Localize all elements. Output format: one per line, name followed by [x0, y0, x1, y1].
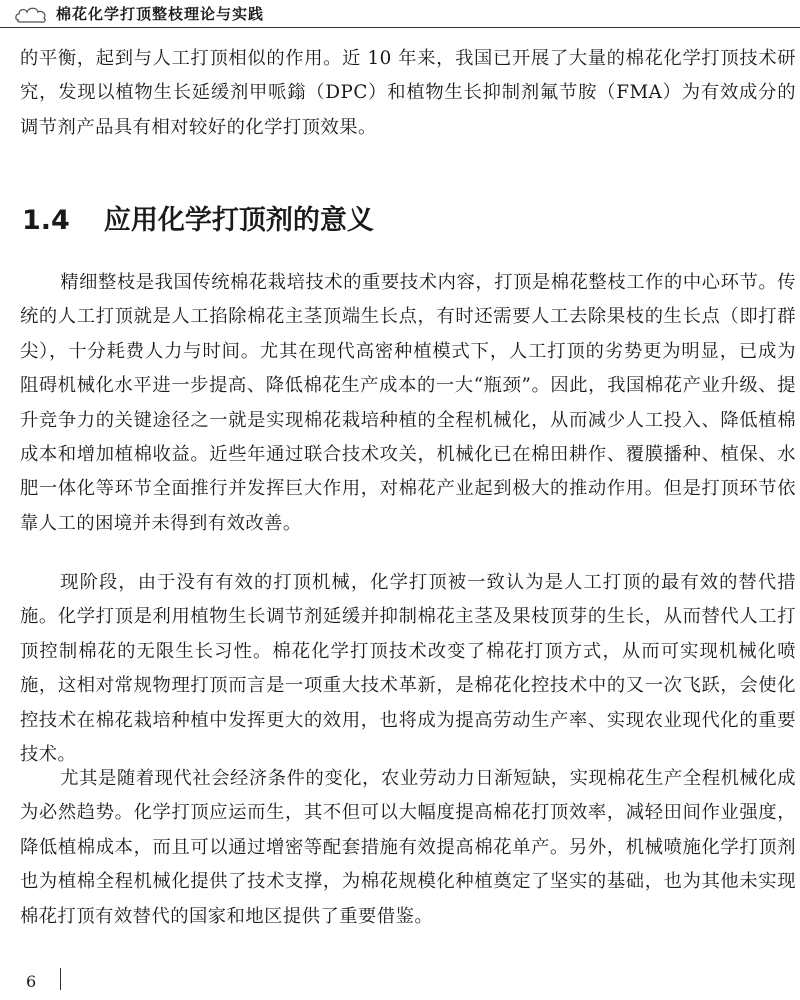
cotton-boll-icon — [14, 4, 48, 24]
book-title: 棉花化学打顶整枝理论与实践 — [56, 5, 265, 23]
section-number: 1.4 — [22, 205, 70, 236]
section-title-text: 应用化学打顶剂的意义 — [103, 205, 374, 236]
header-divider — [0, 27, 800, 28]
body-paragraph: 精细整枝是我国传统棉花栽培技术的重要技术内容，打顶是棉花整枝工作的中心环节。传统的人工打顶就是人工掐除棉花主茎顶端生长点，有时还需要人工去除果枝的生长点（即打群尖），十分耗费人力与时间。尤其在现代高密种植模式下，人工打顶的劣势更为明显，已成为阻碍机械化水平进一步提高、降低棉花生产成本的一大“瓶颈”。因此，我国棉花产业升级、提升竞争力的关键途径之一就是实现棉花栽培种植的全程机械化，从而减少人工投入、降低植棉成本和增加植棉收益。近些年通过联合技术攻关，机械化已在棉田耕作、覆膜播种、植保、水肥一体化等环节全面推行并发挥巨大作用，对棉花产业起到极大的推动作用。但是打顶环节依靠人工的困境并未得到有效改善。 — [20, 272, 796, 534]
body-paragraph: 尤其是随着现代社会经济条件的变化，农业劳动力日渐短缺，实现棉花生产全程机械化成为必然趋势。化学打顶应运而生，其不但可以大幅度提高棉花打顶效率，减轻田间作业强度，降低植棉成本，而且可以通过增密等配套措施有效提高棉花单产。另外，机械喷施化学打顶剂也为植棉全程机械化提供了技术支撑，为棉花规模化种植奠定了坚实的基础，也为其他未实现棉花打顶有效替代的国家和地区提供了重要借鉴。 — [20, 768, 796, 927]
page-number: 6 — [26, 972, 37, 991]
footer-divider — [60, 968, 61, 990]
body-paragraph: 现阶段，由于没有有效的打顶机械，化学打顶被一致认为是人工打顶的最有效的替代措施。化学打顶是利用植物生长调节剂延缓并抑制棉花主茎及果枝顶芽的生长，从而替代人工打顶控制棉花的无限生长习性。棉花化学打顶技术改变了棉花打顶方式，从而可实现机械化喷施，这相对常规物理打顶而言是一项重大技术革新，是棉花化控技术中的又一次飞跃，会使化控技术在棉花栽培种植中发挥更大的效用，也将成为提高劳动生产率、实现农业现代化的重要技术。 — [20, 572, 796, 766]
intro-paragraph: 的平衡，起到与人工打顶相似的作用。近 10 年来，我国已开展了大量的棉花化学打顶技术研究，发现以植物生长延缓剂甲哌鎓（DPC）和植物生长抑制剂氟节胺（FMA）为有效成分的调节剂产品具有相对较好的化学打顶效果。 — [20, 48, 796, 138]
page-footer — [0, 960, 800, 1000]
section-heading — [22, 198, 374, 237]
running-header — [0, 0, 800, 28]
